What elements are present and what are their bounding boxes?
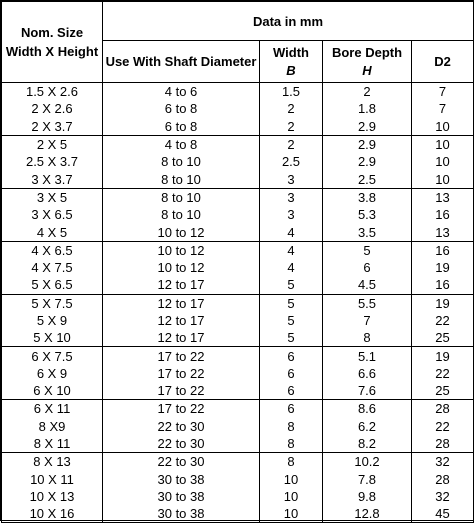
shaft-diameter-cell: 22 to 30	[103, 435, 260, 453]
key-dimensions-table	[1, 1, 474, 523]
width-cell: 6	[260, 382, 323, 400]
d2-cell: 19	[412, 347, 474, 365]
shaft-diameter-cell: 17 to 22	[103, 400, 260, 418]
width-cell: 3	[260, 170, 323, 188]
table-row	[2, 223, 474, 241]
table-row	[2, 382, 474, 400]
d2-cell: 25	[412, 329, 474, 347]
width-cell: 6	[260, 400, 323, 418]
table-row	[2, 118, 474, 136]
bore-depth-cell: 6.2	[323, 418, 412, 435]
nom-size-cell: 8 X9	[2, 418, 103, 435]
d2-cell: 25	[412, 382, 474, 400]
width-header-label: Width	[273, 44, 309, 60]
shaft-diameter-cell: 10 to 12	[103, 223, 260, 241]
shaft-diameter-cell: 4 to 6	[103, 83, 260, 101]
bore-depth-cell: 5.5	[323, 294, 412, 312]
data-in-mm-header: Data in mm	[103, 2, 474, 41]
shaft-diameter-cell: 30 to 38	[103, 471, 260, 488]
width-cell: 5	[260, 294, 323, 312]
shaft-diameter-cell: 4 to 8	[103, 135, 260, 153]
width-cell: 2	[260, 118, 323, 136]
table-row	[2, 100, 474, 117]
width-cell: 3	[260, 188, 323, 206]
d2-cell: 28	[412, 471, 474, 488]
bore-depth-cell: 3.5	[323, 223, 412, 241]
bore-depth-header	[323, 41, 412, 83]
d2-cell: 10	[412, 118, 474, 136]
nom-size-cell: 5 X 7.5	[2, 294, 103, 312]
shaft-diameter-cell: 10 to 12	[103, 241, 260, 259]
nom-size-cell: 10 X 16	[2, 505, 103, 523]
shaft-diameter-cell: 22 to 30	[103, 453, 260, 471]
d2-cell: 13	[412, 188, 474, 206]
d2-cell: 28	[412, 400, 474, 418]
table-header	[2, 2, 474, 83]
nom-size-cell: 8 X 11	[2, 435, 103, 453]
table-row	[2, 135, 474, 153]
nom-size-header	[2, 2, 103, 83]
bore-depth-cell: 10.2	[323, 453, 412, 471]
nom-size-cell: 4 X 5	[2, 223, 103, 241]
bore-depth-cell: 4.5	[323, 276, 412, 294]
bore-depth-cell: 1.8	[323, 100, 412, 117]
bore-depth-cell: 8.6	[323, 400, 412, 418]
nom-size-cell: 10 X 11	[2, 471, 103, 488]
table-row	[2, 329, 474, 347]
d2-cell: 28	[412, 435, 474, 453]
bore-depth-cell: 8	[323, 329, 412, 347]
nom-size-cell: 3 X 3.7	[2, 170, 103, 188]
shaft-diameter-cell: 17 to 22	[103, 365, 260, 382]
d2-cell: 22	[412, 418, 474, 435]
nom-size-cell: 10 X 13	[2, 488, 103, 505]
nom-size-cell: 1.5 X 2.6	[2, 83, 103, 101]
d2-cell: 32	[412, 488, 474, 505]
d2-cell: 10	[412, 135, 474, 153]
width-cell: 10	[260, 505, 323, 523]
table-row	[2, 488, 474, 505]
bore-depth-cell: 6	[323, 259, 412, 276]
table-row	[2, 347, 474, 365]
width-cell: 2.5	[260, 153, 323, 170]
nom-size-cell: 3 X 5	[2, 188, 103, 206]
width-cell: 10	[260, 471, 323, 488]
bore-depth-cell: 6.6	[323, 365, 412, 382]
width-cell: 4	[260, 259, 323, 276]
nom-size-cell: 2 X 3.7	[2, 118, 103, 136]
nom-size-cell: 4 X 6.5	[2, 241, 103, 259]
width-cell: 6	[260, 365, 323, 382]
shaft-diameter-cell: 12 to 17	[103, 329, 260, 347]
width-cell: 10	[260, 488, 323, 505]
bore-depth-cell: 2.5	[323, 170, 412, 188]
width-cell: 8	[260, 418, 323, 435]
bore-depth-cell: 8.2	[323, 435, 412, 453]
width-cell: 8	[260, 453, 323, 471]
nom-size-cell: 4 X 7.5	[2, 259, 103, 276]
shaft-diameter-cell: 12 to 17	[103, 276, 260, 294]
table-row	[2, 365, 474, 382]
width-cell: 5	[260, 312, 323, 329]
bore-depth-cell: 5.3	[323, 206, 412, 223]
bore-depth-cell: 2	[323, 83, 412, 101]
bore-depth-cell: 2.9	[323, 135, 412, 153]
table-row	[2, 294, 474, 312]
d2-cell: 32	[412, 453, 474, 471]
width-cell: 3	[260, 206, 323, 223]
nom-size-cell: 6 X 11	[2, 400, 103, 418]
shaft-diameter-cell: 8 to 10	[103, 170, 260, 188]
nom-size-cell: 6 X 9	[2, 365, 103, 382]
nom-size-cell: 5 X 10	[2, 329, 103, 347]
nom-size-header-line2: Width X Height	[5, 44, 99, 59]
bore-depth-cell: 12.8	[323, 505, 412, 523]
d2-cell: 7	[412, 100, 474, 117]
nom-size-cell: 5 X 9	[2, 312, 103, 329]
table-row	[2, 153, 474, 170]
d2-cell: 13	[412, 223, 474, 241]
table-row	[2, 471, 474, 488]
d2-cell: 10	[412, 153, 474, 170]
d2-cell: 19	[412, 259, 474, 276]
bore-depth-cell: 3.8	[323, 188, 412, 206]
bore-depth-cell: 2.9	[323, 153, 412, 170]
table-row	[2, 505, 474, 523]
width-cell: 1.5	[260, 83, 323, 101]
nom-size-cell: 6 X 10	[2, 382, 103, 400]
table-row	[2, 276, 474, 294]
nom-size-cell: 5 X 6.5	[2, 276, 103, 294]
table-row	[2, 170, 474, 188]
shaft-diameter-cell: 12 to 17	[103, 294, 260, 312]
table-row	[2, 188, 474, 206]
d2-cell: 7	[412, 83, 474, 101]
nom-size-cell: 2.5 X 3.7	[2, 153, 103, 170]
d2-cell: 22	[412, 365, 474, 382]
table-row	[2, 206, 474, 223]
width-header	[260, 41, 323, 83]
table-row	[2, 435, 474, 453]
table-row	[2, 400, 474, 418]
bore-depth-header-label: Bore Depth	[331, 44, 403, 60]
bore-depth-cell: 7.8	[323, 471, 412, 488]
shaft-diameter-header: Use With Shaft Diameter	[103, 41, 260, 83]
shaft-diameter-cell: 10 to 12	[103, 259, 260, 276]
d2-cell: 22	[412, 312, 474, 329]
bore-depth-cell: 2.9	[323, 118, 412, 136]
width-cell: 2	[260, 100, 323, 117]
bore-depth-header-variable: H	[362, 62, 372, 78]
d2-header: D2	[412, 41, 474, 83]
bore-depth-cell: 9.8	[323, 488, 412, 505]
bore-depth-cell: 5.1	[323, 347, 412, 365]
shaft-diameter-cell: 12 to 17	[103, 312, 260, 329]
table-row	[2, 418, 474, 435]
table-row	[2, 83, 474, 101]
width-cell: 8	[260, 435, 323, 453]
table-row	[2, 241, 474, 259]
shaft-diameter-cell: 6 to 8	[103, 118, 260, 136]
nom-size-cell: 2 X 5	[2, 135, 103, 153]
d2-cell: 19	[412, 294, 474, 312]
table-row	[2, 259, 474, 276]
nom-size-cell: 3 X 6.5	[2, 206, 103, 223]
table-body	[2, 83, 474, 523]
shaft-diameter-cell: 17 to 22	[103, 347, 260, 365]
shaft-diameter-cell: 8 to 10	[103, 153, 260, 170]
shaft-diameter-cell: 8 to 10	[103, 188, 260, 206]
shaft-diameter-cell: 6 to 8	[103, 100, 260, 117]
table-row	[2, 312, 474, 329]
bore-depth-cell: 7.6	[323, 382, 412, 400]
nom-size-header-line1: Nom. Size	[20, 25, 84, 40]
width-cell: 2	[260, 135, 323, 153]
d2-cell: 10	[412, 170, 474, 188]
shaft-diameter-cell: 22 to 30	[103, 418, 260, 435]
d2-cell: 16	[412, 241, 474, 259]
d2-cell: 45	[412, 505, 474, 523]
shaft-diameter-cell: 30 to 38	[103, 505, 260, 523]
d2-cell: 16	[412, 276, 474, 294]
shaft-diameter-cell: 30 to 38	[103, 488, 260, 505]
table-row	[2, 453, 474, 471]
width-cell: 4	[260, 223, 323, 241]
width-cell: 5	[260, 329, 323, 347]
bore-depth-cell: 5	[323, 241, 412, 259]
shaft-diameter-cell: 8 to 10	[103, 206, 260, 223]
nom-size-cell: 6 X 7.5	[2, 347, 103, 365]
width-cell: 6	[260, 347, 323, 365]
shaft-diameter-cell: 17 to 22	[103, 382, 260, 400]
width-header-variable: B	[286, 62, 296, 78]
nom-size-cell: 8 X 13	[2, 453, 103, 471]
d2-cell: 16	[412, 206, 474, 223]
width-cell: 4	[260, 241, 323, 259]
nom-size-cell: 2 X 2.6	[2, 100, 103, 117]
width-cell: 5	[260, 276, 323, 294]
bore-depth-cell: 7	[323, 312, 412, 329]
